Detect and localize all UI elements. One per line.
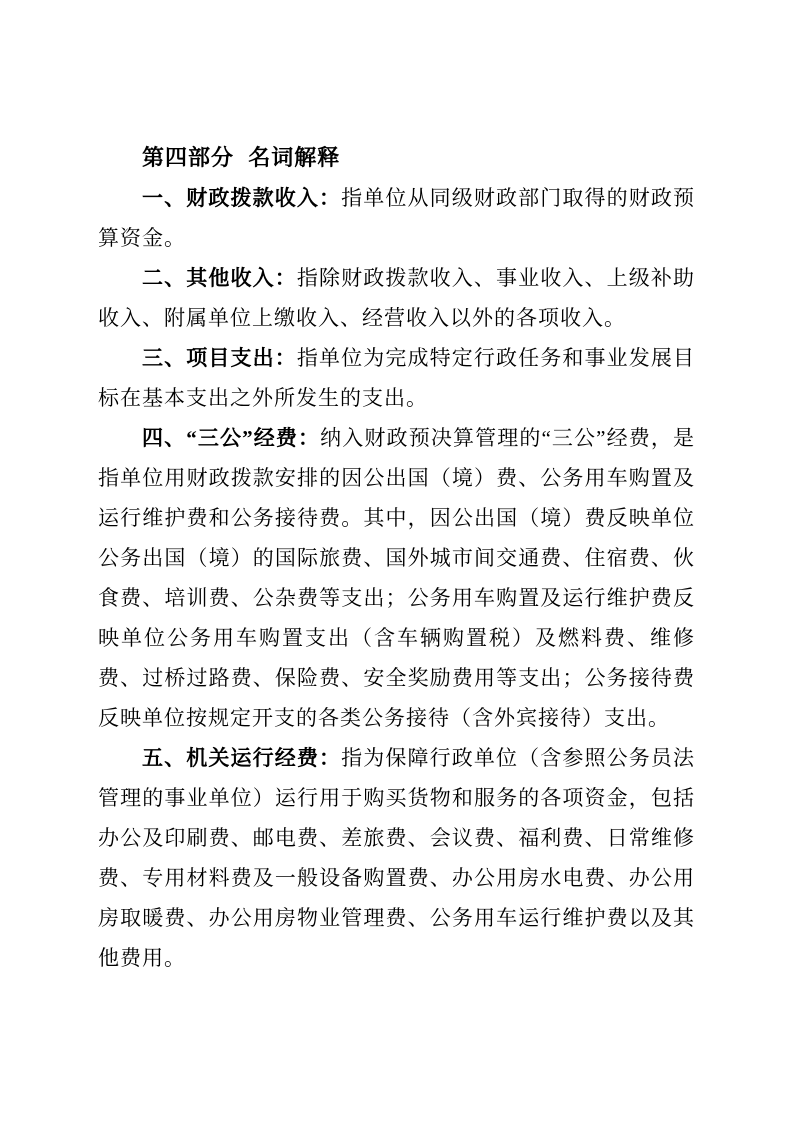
term-body: 纳入财政预决算管理的“三公”经费，是指单位用财政拨款安排的因公出国（境）费、公务用车购置及运行维护费和公务接待费。其中，因公出国（境）费反映单位公务出国（境）的国际旅费、国外城市间交通费、住宿费、伙食费、培训费、公杂费等支出；公务用车购置及运行维护费反映单位公务用车购置支出（含车辆购置税）及燃料费、维修费、过桥过路费、保险费、安全奖励费用等支出；公务接待费反映单位按规定开支的各类公务接待（含外宾接待）支出。 <box>98 426 696 730</box>
definition-paragraph-agency-operating-funds <box>98 738 695 978</box>
term-body: 指除财政拨款收入、事业收入、上级补助收入、附属单位上缴收入、经营收入以外的各项收入。 <box>98 266 695 330</box>
term-lead: 四、“三公”经费： <box>142 426 321 450</box>
term-body: 指单位为完成特定行政任务和事业发展目标在基本支出之外所发生的支出。 <box>98 346 695 410</box>
term-lead: 五、机关运行经费： <box>142 746 342 770</box>
definition-paragraph-three-public-funds <box>98 418 695 738</box>
definition-paragraph-project-expenditure <box>98 338 695 418</box>
term-body: 指单位从同级财政部门取得的财政预算资金。 <box>98 186 695 250</box>
term-lead: 三、项目支出： <box>142 346 297 370</box>
definition-paragraph-other-income <box>98 258 695 338</box>
section-heading: 第四部分 名词解释 <box>142 145 341 170</box>
term-lead: 二、其他收入： <box>142 266 297 290</box>
document-body <box>98 138 695 978</box>
term-lead: 一、财政拨款收入： <box>142 186 342 210</box>
definition-paragraph-fiscal-appropriation-income <box>98 178 695 258</box>
term-body: 指为保障行政单位（含参照公务员法管理的事业单位）运行用于购买货物和服务的各项资金，包括办公及印刷费、邮电费、差旅费、会议费、福利费、日常维修费、专用材料费及一般设备购置费、办公用房水电费、办公用房取暖费、办公用房物业管理费、公务用车运行维护费以及其他费用。 <box>98 746 695 970</box>
